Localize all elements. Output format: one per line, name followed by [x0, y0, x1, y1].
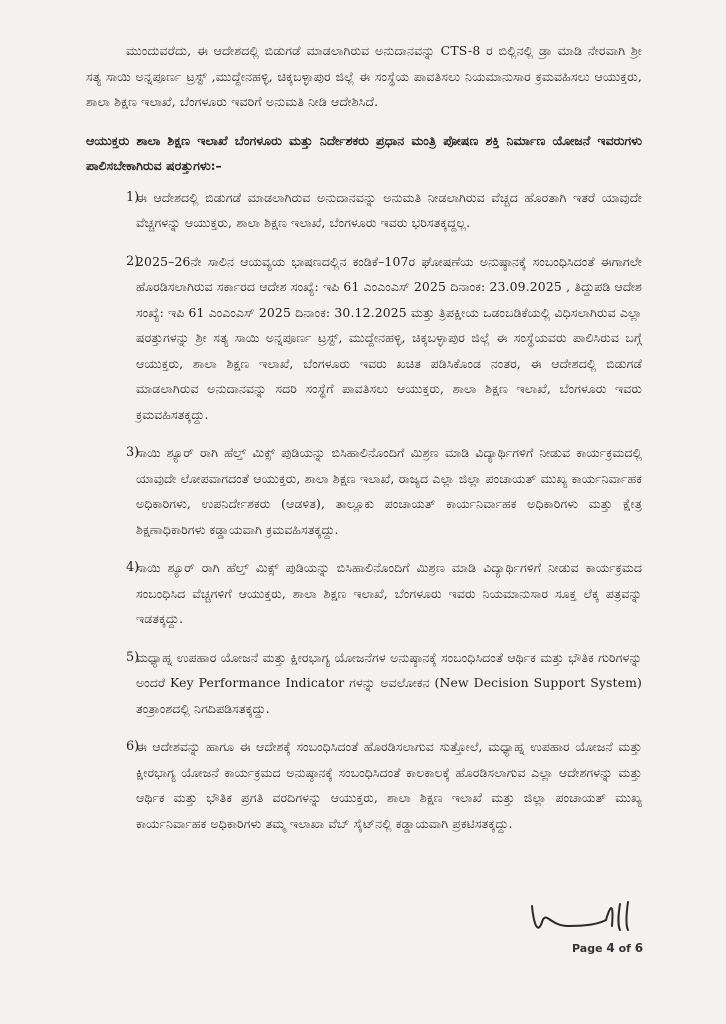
- conditions-heading: ಆಯುಕ್ತರು ಶಾಲಾ ಶಿಕ್ಷಣ ಇಲಾಖೆ ಬೆಂಗಳೂರು ಮತ್ತು ನಿರ್ದೇಶಕರು ಪ್ರಧಾನ ಮಂತ್ರಿ ಪೋಷಣ ಶಕ್ತಿ ನಿರ್ಮಾಣ ಯೋಜನೆ ಇವರುಗಳು ಪಾಲಿಸಬೇಕಾಗಿರುವ ಷರತ್ತುಗಳು:–: [86, 132, 642, 173]
- signature-mark: [528, 896, 638, 940]
- condition-number: 6): [126, 739, 140, 754]
- condition-item-2: [86, 249, 642, 428]
- condition-item-3: [86, 440, 642, 542]
- page-label: Page: [572, 942, 603, 955]
- conditions-list: [86, 185, 642, 837]
- condition-text: ಈ ಆದೇಶದಲ್ಲಿ ಬಿಡುಗಡೆ ಮಾಡಲಾಗಿರುವ ಅನುದಾನವನ್ನು ಅನುಮತಿ ನೀಡಲಾಗಿರುವ ವೆಚ್ಚದ ಹೊರತಾಗಿ ಇತರೆ ಯಾವುದೇ ವೆಚ್ಚಗಳನ್ನು ಆಯುಕ್ತರು, ಶಾಲಾ ಶಿಕ್ಷಣ ಇಲಾಖೆ, ಬೆಂಗಳೂರು ಇವರು ಭರಿಸತಕ್ಕದ್ದಲ್ಲ.: [136, 189, 642, 230]
- condition-number: 3): [126, 445, 140, 460]
- condition-number: 5): [126, 649, 140, 665]
- condition-number: 2): [126, 253, 140, 269]
- page-total: 6: [634, 941, 644, 955]
- condition-text: ಈ ಆದೇಶವನ್ನು ಹಾಗೂ ಈ ಆದೇಶಕ್ಕೆ ಸಂಬಂಧಿಸಿದಂತೆ ಹೊರಡಿಸಲಾಗುವ ಸುತ್ತೋಲೆ, ಮಧ್ಯಾಹ್ನ ಉಪಹಾರ ಯೋಜನೆ ಮತ್ತು ಕ್ಷೀರಭಾಗ್ಯ ಯೋಜನೆ ಕಾರ್ಯಕ್ರಮದ ಅನುಷ್ಠಾನಕ್ಕೆ ಸಂಬಂಧಿಸಿದಂತೆ ಕಾಲಕಾಲಕ್ಕೆ ಹೊರಡಿಸಲಾಗುವ ಎಲ್ಲಾ ಆದೇಶಗಳನ್ನು ಮತ್ತು ಆರ್ಥಿಕ ಮತ್ತು ಭೌತಿಕ ಪ್ರಗತಿ ವರದಿಗಳನ್ನು ಆಯುಕ್ತರು, ಶಾಲಾ ಶಿಕ್ಷಣ ಇಲಾಖೆ ಮತ್ತು ಜಿಲ್ಲಾ ಪಂಚಾಯತ್ ಮುಖ್ಯ ಕಾರ್ಯನಿರ್ವಾಹಕ ಅಧಿಕಾರಿಗಳು ತಮ್ಮ ಇಲಾಖಾ ವೆಬ್ ಸೈಟ್‌ನಲ್ಲಿ ಕಡ್ಡಾಯವಾಗಿ ಪ್ರಕಟಿಸತಕ್ಕದ್ದು.: [136, 739, 642, 831]
- condition-item-5: [86, 645, 642, 722]
- condition-number: 1): [126, 189, 140, 205]
- page-of: of: [618, 942, 631, 955]
- condition-item-6: [86, 734, 642, 836]
- intro-paragraph: ಮುಂದುವರೆದು, ಈ ಆದೇಶದಲ್ಲಿ ಬಿಡುಗಡೆ ಮಾಡಲಾಗಿರುವ ಅನುದಾನವನ್ನು CTS-8 ರ ಬಿಲ್ಲಿನಲ್ಲಿ ಡ್ರಾ ಮಾಡಿ ನೇರವಾಗಿ ಶ್ರೀ ಸತ್ಯ ಸಾಯಿ ಅನ್ನಪೂರ್ಣ ಟ್ರಸ್ಟ್ ,ಮುದ್ದೇನಹಳ್ಳಿ, ಚಿಕ್ಕಬಳ್ಳಾಪುರ ಜಿಲ್ಲೆ ಈ ಸಂಸ್ಥೆಯ ಪಾವತಿಸಲು ನಿಯಮಾನುಸಾರ ಕ್ರಮವಹಿಸಲು ಆಯುಕ್ತರು, ಶಾಲಾ ಶಿಕ್ಷಣ ಇಲಾಖೆ, ಬೆಂಗಳೂರು ಇವರಿಗೆ ಅನುಮತಿ ನೀಡಿ ಆದೇಶಿಸಿದೆ.: [86, 43, 642, 109]
- condition-text: ಮಧ್ಯಾಹ್ನ ಉಪಹಾರ ಯೋಜನೆ ಮತ್ತು ಕ್ಷೀರಭಾಗ್ಯ ಯೋಜನೆಗಳ ಅನುಷ್ಠಾನಕ್ಕೆ ಸಂಬಂಧಿಸಿದಂತೆ ಆರ್ಥಿಕ ಮತ್ತು ಭೌತಿಕ ಗುರಿಗಳನ್ನು ಅಂದರೆ Key Performance Indicator ಗಳನ್ನು ಅವಲೋಕನ (New Decision Support System) ತಂತ್ರಾಂಶದಲ್ಲಿ ನಿಗದಿಪಡಿಸತಕ್ಕದ್ದು.: [136, 649, 642, 716]
- condition-item-4: [86, 555, 642, 632]
- condition-text: ಸಾಯಿ ಶ್ಯೂರ್ ರಾಗಿ ಹೆಲ್ತ್ ಮಿಕ್ಸ್ ಪುಡಿಯನ್ನು ಬಿಸಿಹಾಲಿನೊಂದಿಗೆ ಮಿಶ್ರಣ ಮಾಡಿ ವಿದ್ಯಾರ್ಥಿಗಳಿಗೆ ನೀಡುವ ಕಾರ್ಯಕ್ರಮದ ಸಂಬಂಧಿಸಿದ ವೆಚ್ಚಗಳಿಗೆ ಆಯುಕ್ತರು, ಶಾಲಾ ಶಿಕ್ಷಣ ಇಲಾಖೆ, ಬೆಂಗಳೂರು ಇವರು ನಿಯಮಾನುಸಾರ ಸೂಕ್ತ ಲೆಕ್ಕ ಪತ್ರವನ್ನು ಇಡತಕ್ಕದ್ದು.: [136, 560, 642, 626]
- condition-item-1: [86, 185, 642, 236]
- page-current: 4: [606, 941, 615, 955]
- document-body: [86, 38, 642, 849]
- page-number: [572, 941, 643, 955]
- condition-number: 4): [126, 560, 140, 575]
- condition-text: 2025–26ನೇ ಸಾಲಿನ ಆಯವ್ಯಯ ಭಾಷಣದಲ್ಲಿನ ಕಂಡಿಕೆ–107ರ ಘೋಷಣೆಯ ಅನುಷ್ಠಾನಕ್ಕೆ ಸಂಬಂಧಿಸಿದಂತೆ ಈಗಾಗಲೇ ಹೊರಡಿಸಲಾಗಿರುವ ಸರ್ಕಾರದ ಆದೇಶ ಸಂಖ್ಯೆ: ಇಪಿ 61 ಎಂಎಂಎಸ್ 2025 ದಿನಾಂಕ: 23.09.2025 , ತಿದ್ದುಪಡಿ ಆದೇಶ ಸಂಖ್ಯೆ: ಇಪಿ 61 ಎಂಎಂಎಸ್ 2025 ದಿನಾಂಕ: 30.12.2025 ಮತ್ತು ತ್ರಿಪಕ್ಷೀಯ ಒಡಂಬಡಿಕೆಯಲ್ಲಿ ವಿಧಿಸಲಾಗಿರುವ ಎಲ್ಲಾ ಷರತ್ತುಗಳನ್ನು ಶ್ರೀ ಸತ್ಯ ಸಾಯಿ ಅನ್ನಪೂರ್ಣ ಟ್ರಸ್ಟ್, ಮುದ್ದೇನಹಳ್ಳಿ, ಚಿಕ್ಕಬಳ್ಳಾಪುರ ಜಿಲ್ಲೆ ಈ ಸಂಸ್ಥೆಯವರು ಪಾಲಿಸಿರುವ ಬಗ್ಗೆ ಆಯುಕ್ತರು, ಶಾಲಾ ಶಿಕ್ಷಣ ಇಲಾಖೆ, ಬೆಂಗಳೂರು ಇವರು ಖಚಿತ ಪಡಿಸಿಕೊಂಡ ನಂತರ, ಈ ಆದೇಶದಲ್ಲಿ ಬಿಡುಗಡೆ ಮಾಡಲಾಗಿರುವ ಅನುದಾನವನ್ನು ಸದರಿ ಸಂಸ್ಥೆಗೆ ಪಾವತಿಸಲು ಆಯುಕ್ತರು, ಶಾಲಾ ಶಿಕ್ಷಣ ಇಲಾಖೆ, ಬೆಂಗಳೂರು ಇವರು ಕ್ರಮವಹಿಸತಕ್ಕದ್ದು.: [136, 253, 642, 422]
- condition-text: ಸಾಯಿ ಶ್ಯೂರ್ ರಾಗಿ ಹೆಲ್ತ್ ಮಿಕ್ಸ್ ಪುಡಿಯನ್ನು ಬಿಸಿಹಾಲಿನೊಂದಿಗೆ ಮಿಶ್ರಣ ಮಾಡಿ ವಿದ್ಯಾರ್ಥಿಗಳಿಗೆ ನೀಡುವ ಕಾರ್ಯಕ್ರಮದಲ್ಲಿ ಯಾವುದೇ ಲೋಪವಾಗದಂತೆ ಆಯುಕ್ತರು, ಶಾಲಾ ಶಿಕ್ಷಣ ಇಲಾಖೆ, ರಾಜ್ಯದ ಎಲ್ಲಾ ಜಿಲ್ಲಾ ಪಂಚಾಯತ್ ಮುಖ್ಯ ಕಾರ್ಯನಿರ್ವಾಹಕ ಅಧಿಕಾರಿಗಳು, ಉಪನಿರ್ದೇಶಕರು (ಆಡಳಿತ), ತಾಲ್ಲೂಕು ಪಂಚಾಯತ್ ಕಾರ್ಯನಿರ್ವಾಹಕ ಅಧಿಕಾರಿಗಳು ಮತ್ತು ಕ್ಷೇತ್ರ ಶಿಕ್ಷಣಾಧಿಕಾರಿಗಳು ಕಡ್ಡಾಯವಾಗಿ ಕ್ರಮವಹಿಸತಕ್ಕದ್ದು.: [136, 445, 642, 537]
